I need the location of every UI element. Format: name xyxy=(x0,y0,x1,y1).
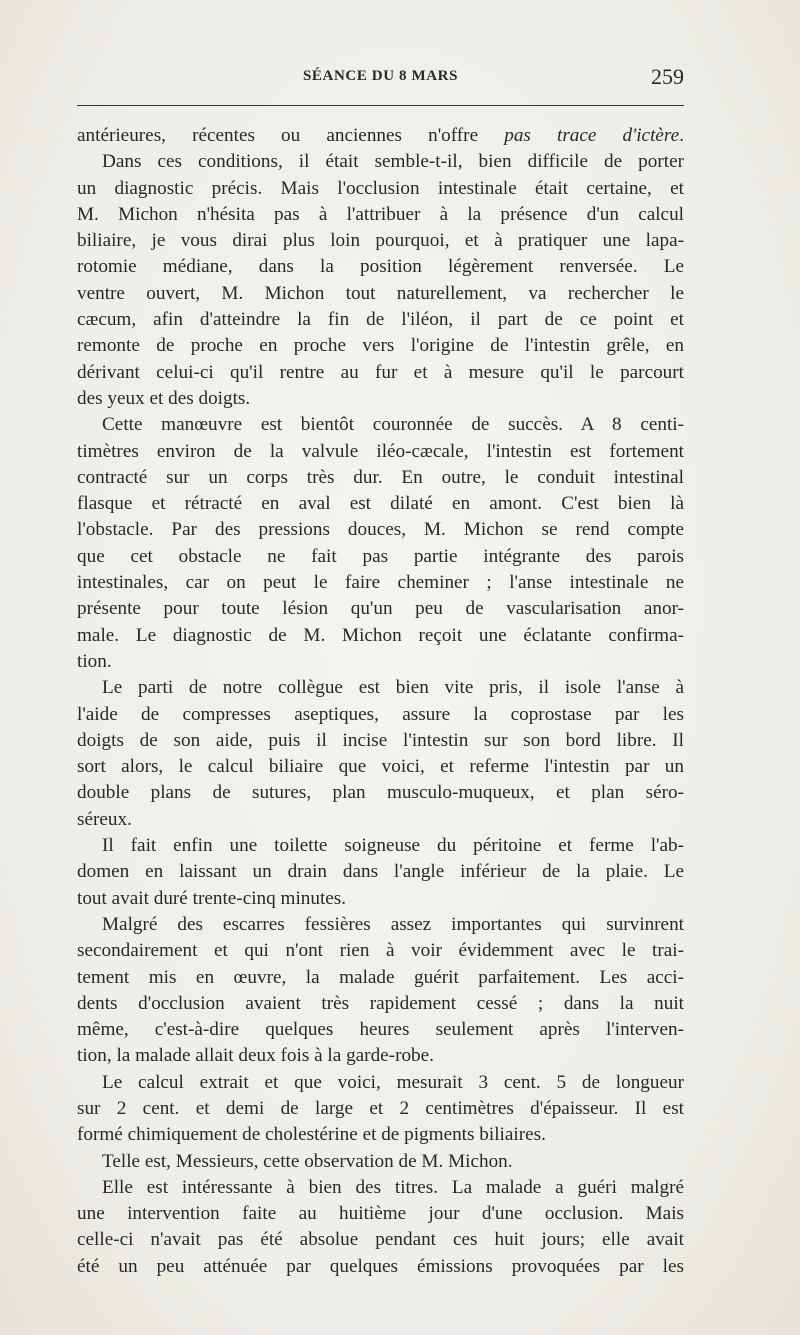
line-text: séreux. xyxy=(77,808,132,830)
text-segment: . xyxy=(679,125,684,146)
text-line xyxy=(77,938,684,964)
text-line xyxy=(77,1201,684,1227)
text-line xyxy=(77,859,684,885)
text-segment: antérieures, récentes ou anciennes n'offre xyxy=(77,125,505,146)
line-text: secondairement et qui n'ont rien à voir évidemment avec le trai- xyxy=(77,940,684,962)
line-text: formé chimiquement de cholestérine et de pigments biliaires. xyxy=(77,1124,546,1146)
text-line xyxy=(77,807,684,833)
line-text: tion. xyxy=(77,650,112,672)
italic-phrase: pas trace d'ictère xyxy=(504,125,680,146)
line-text: rotomie médiane, dans la position légèrement renversée. Le xyxy=(77,256,684,278)
text-line xyxy=(77,491,684,517)
line-text: présente pour toute lésion qu'un peu de vascularisation anor- xyxy=(77,598,684,620)
line-text: biliaire, je vous dirai plus loin pourquoi, et à pratiquer une lapa- xyxy=(77,230,684,252)
line-text: timètres environ de la valvule iléo-cæcale, l'intestin est fortement xyxy=(77,440,684,462)
line-text: tion, la malade allait deux fois à la garde-robe. xyxy=(77,1045,434,1067)
text-line xyxy=(77,1227,684,1253)
line-text: remonte de proche en proche vers l'origine de l'intestin grêle, en xyxy=(77,335,684,357)
text-line xyxy=(77,439,684,465)
text-line xyxy=(77,596,684,622)
paragraph xyxy=(77,412,684,675)
text-line xyxy=(77,544,684,570)
paragraph xyxy=(77,1149,684,1175)
text-line xyxy=(77,570,684,596)
text-line xyxy=(77,1043,684,1069)
text-line xyxy=(77,1254,684,1280)
line-text: même, c'est-à-dire quelques heures seulement après l'interven- xyxy=(77,1019,684,1041)
text-line xyxy=(77,517,684,543)
text-line xyxy=(77,702,684,728)
text-line xyxy=(77,1070,684,1096)
text-line xyxy=(77,991,684,1017)
text-line xyxy=(77,623,684,649)
line-text: contracté sur un corps très dur. En outre, le conduit intestinal xyxy=(77,466,684,488)
text-line xyxy=(77,465,684,491)
line-text: Cette manœuvre est bientôt couronnée de succès. A 8 centi- xyxy=(102,414,684,436)
text-line xyxy=(77,123,684,149)
line-text: cæcum, afin d'atteindre la fin de l'iléon, il part de ce point et xyxy=(77,309,684,331)
text-line xyxy=(77,254,684,280)
line-text: dérivant celui-ci qu'il rentre au fur et à mesure qu'il le parcourt xyxy=(77,361,684,383)
text-line xyxy=(77,1122,684,1148)
text-line xyxy=(77,965,684,991)
paragraph xyxy=(77,675,684,833)
paragraph xyxy=(77,123,684,412)
line-text: l'aide de compresses aseptiques, assure la coprostase par les xyxy=(77,703,684,725)
page-header xyxy=(77,64,684,94)
line-text: intestinales, car on peut le faire cheminer ; l'anse intestinale ne xyxy=(77,572,684,594)
text-line xyxy=(77,833,684,859)
text-line xyxy=(77,333,684,359)
text-line xyxy=(77,386,684,412)
paragraph xyxy=(77,912,684,1070)
line-text: que cet obstacle ne fait pas partie intégrante des parois xyxy=(77,545,684,567)
line-text: ventre ouvert, M. Michon tout naturellement, va rechercher le xyxy=(77,282,684,304)
line-text: des yeux et des doigts. xyxy=(77,387,251,409)
line-text: flasque et rétracté en aval est dilaté en amont. C'est bien là xyxy=(77,493,684,515)
text-line xyxy=(77,202,684,228)
line-text: tement mis en œuvre, la malade guérit parfaitement. Les acci- xyxy=(77,966,684,988)
text-line xyxy=(77,754,684,780)
line-text: tout avait duré trente-cinq minutes. xyxy=(77,887,347,909)
line-text: celle-ci n'avait pas été absolue pendant ces huit jours; elle avait xyxy=(77,1229,684,1251)
line-text: Elle est intéressante à bien des titres. La malade a guéri malgré xyxy=(102,1176,684,1198)
line-text: Telle est, Messieurs, cette observation de M. Michon. xyxy=(102,1150,513,1172)
text-line xyxy=(77,780,684,806)
paragraph xyxy=(77,1070,684,1149)
text-line xyxy=(77,228,684,254)
paragraph xyxy=(77,1175,684,1280)
line-text: été un peu atténuée par quelques émissions provoquées par les xyxy=(77,1255,684,1277)
line-text: Il fait enfin une toilette soigneuse du péritoine et ferme l'ab- xyxy=(102,835,684,857)
running-title: SÉANCE DU 8 MARS xyxy=(302,68,459,84)
text-line xyxy=(77,886,684,912)
text-line xyxy=(77,281,684,307)
line-text: un diagnostic précis. Mais l'occlusion intestinale était certaine, et xyxy=(77,177,684,199)
line-text: M. Michon n'hésita pas à l'attribuer à la présence d'un calcul xyxy=(77,203,684,225)
text-line xyxy=(77,912,684,938)
line-text: sur 2 cent. et demi de large et 2 centimètres d'épaisseur. Il est xyxy=(77,1097,684,1119)
text-line xyxy=(77,675,684,701)
line-text: Malgré des escarres fessières assez importantes qui survinrent xyxy=(102,913,684,935)
line-text: l'obstacle. Par des pressions douces, M. Michon se rend compte xyxy=(77,519,684,541)
line-text: Dans ces conditions, il était semble-t-il, bien difficile de porter xyxy=(102,151,684,173)
line-text: double plans de sutures, plan musculo-muqueux, et plan séro- xyxy=(77,782,684,804)
text-line xyxy=(77,1175,684,1201)
line-text: Le parti de notre collègue est bien vite pris, il isole l'anse à xyxy=(102,677,684,699)
line-text: male. Le diagnostic de M. Michon reçoit une éclatante confirma- xyxy=(77,624,684,646)
text-line xyxy=(77,412,684,438)
body-text xyxy=(77,123,684,1280)
line-text: une intervention faite au huitième jour d'une occlusion. Mais xyxy=(77,1203,684,1225)
text-line xyxy=(77,1096,684,1122)
line-text: dents d'occlusion avaient très rapidement cessé ; dans la nuit xyxy=(77,992,684,1014)
text-line xyxy=(77,1149,684,1175)
text-line xyxy=(77,728,684,754)
text-line xyxy=(77,360,684,386)
header-rule xyxy=(77,105,684,106)
text-line xyxy=(77,1017,684,1043)
line-text: doigts de son aide, puis il incise l'intestin sur son bord libre. Il xyxy=(77,729,684,751)
text-line xyxy=(77,176,684,202)
line-text: Le calcul extrait et que voici, mesurait 3 cent. 5 de longueur xyxy=(102,1071,684,1093)
line-text: domen en laissant un drain dans l'angle inférieur de la plaie. Le xyxy=(77,861,684,883)
page-number: 259 xyxy=(651,64,684,89)
text-line xyxy=(77,307,684,333)
text-line xyxy=(77,649,684,675)
paragraph xyxy=(77,833,684,912)
text-line xyxy=(77,149,684,175)
line-text: sort alors, le calcul biliaire que voici, et referme l'intestin par un xyxy=(77,756,684,778)
